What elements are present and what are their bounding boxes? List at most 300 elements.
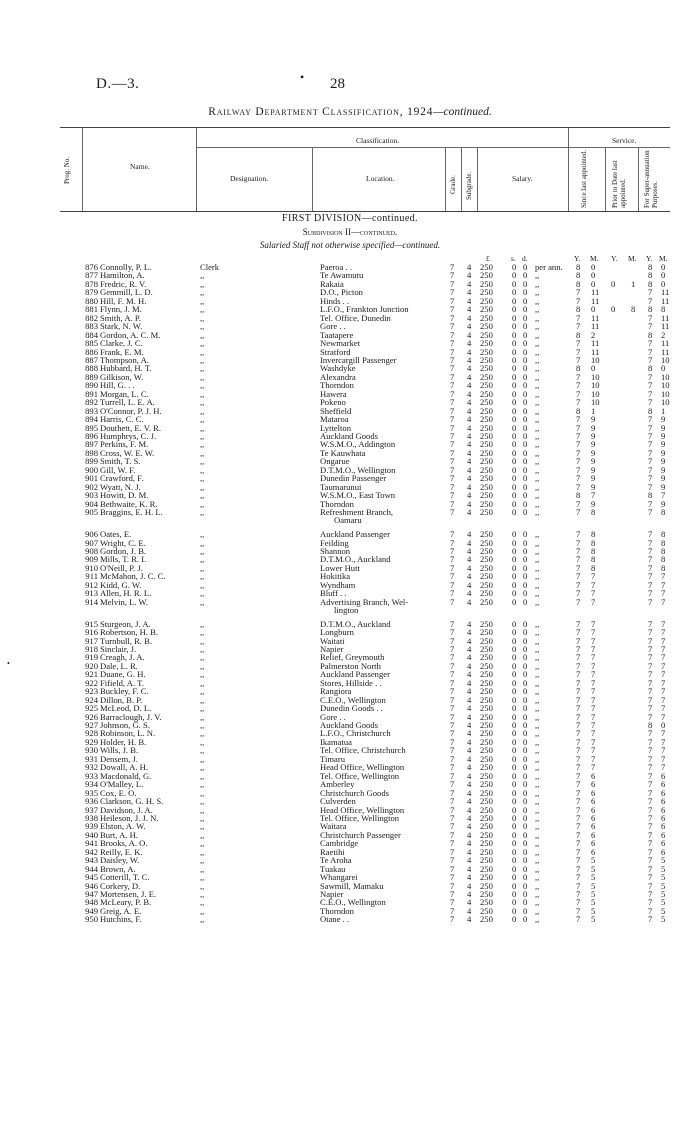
cell-sal: 250 [480, 880, 493, 891]
cell-per: ,, [535, 846, 540, 857]
cell-d: ,, [200, 481, 205, 492]
cell-m3: 7 [661, 753, 666, 764]
cell-y1: 8 [576, 490, 581, 501]
cell-g: 7 [450, 762, 455, 773]
document-reference: D.—3. [96, 76, 140, 92]
cell-sal: 250 [480, 537, 493, 548]
cell-per: ,, [535, 872, 540, 883]
cell-no: 898 [85, 447, 98, 458]
cell-p: 0 [523, 321, 528, 332]
cell-m3: 8 [661, 554, 666, 565]
cell-sal: 250 [480, 588, 493, 599]
cell-loc: Sawmill, Mamaku [320, 880, 384, 891]
cell-no: 937 [85, 804, 98, 815]
subdivision-heading [0, 227, 700, 237]
cell-m3: 11 [661, 295, 670, 306]
cell-g: 7 [450, 304, 455, 315]
cell-per: ,, [535, 388, 540, 399]
cell-loc: Wyndham [320, 579, 356, 590]
cell-g: 7 [450, 388, 455, 399]
cell-m3: 9 [661, 414, 666, 425]
cell-d: ,, [200, 464, 205, 475]
cell-m1: 6 [591, 804, 596, 815]
cell-per: ,, [535, 346, 540, 357]
cell-g: 7 [450, 660, 455, 671]
cell-p: 0 [523, 596, 528, 607]
cell-loc: Gore . . [320, 711, 346, 722]
cell-name: Gemmill, L. D. [100, 287, 153, 298]
cell-s: 4 [467, 745, 472, 756]
cell-name: Crawford, F. [100, 473, 144, 484]
cell-sh: 0 [512, 863, 517, 874]
cell-m3: 5 [661, 872, 666, 883]
cell-p: 0 [523, 270, 528, 281]
cell-per: ,, [535, 669, 540, 680]
cell-m3: 2 [661, 329, 666, 340]
cell-loc: L.F.O., Christchurch [320, 728, 391, 739]
cell-no: 908 [85, 545, 98, 556]
cell-s: 4 [467, 473, 472, 484]
cell-per: ,, [535, 554, 540, 565]
cell-sh: 0 [512, 703, 517, 714]
cell-d: ,, [200, 728, 205, 739]
cell-s: 4 [467, 562, 472, 573]
cell-no: 897 [85, 439, 98, 450]
cell-d: Clerk [200, 262, 220, 272]
cell-g: 7 [450, 562, 455, 573]
cell-g: 7 [450, 821, 455, 832]
cell-m3: 7 [661, 596, 666, 607]
cell-p: 0 [523, 728, 528, 739]
cell-y3: 7 [648, 397, 653, 408]
cell-m3: 11 [661, 312, 670, 323]
cell-m1: 5 [591, 872, 596, 883]
cell-s: 4 [467, 863, 472, 874]
cell-y1: 7 [576, 660, 581, 671]
cell-name: Morgan, L. C. [100, 388, 149, 399]
header-prior-to-date: Prior to Date last appointed. [611, 160, 627, 208]
cell-p: 0 [523, 346, 528, 357]
cell-y3: 7 [648, 627, 653, 637]
cell-per: ,, [535, 703, 540, 714]
cell-g: 7 [450, 481, 455, 492]
cell-no: 941 [85, 838, 98, 849]
cell-name: Kidd, G. W. [100, 579, 142, 590]
cell-name: Brown, A. [100, 863, 136, 874]
cell-m1: 8 [591, 507, 596, 517]
cell-g: 7 [450, 736, 455, 747]
cell-g: 7 [450, 618, 455, 629]
cell-sh: 0 [512, 262, 517, 272]
cell-y1: 7 [576, 346, 581, 357]
cell-p: 0 [523, 736, 528, 747]
cell-p: 0 [523, 287, 528, 298]
cell-s: 4 [467, 481, 472, 492]
cell-y1: 7 [576, 677, 581, 688]
cell-m1: 8 [591, 554, 596, 565]
cell-loc: Refreshment Branch, [320, 507, 394, 517]
cell-sal: 250 [480, 872, 493, 883]
cell-no: 877 [85, 270, 98, 281]
cell-no: 881 [85, 304, 98, 315]
cell-y3: 7 [648, 846, 653, 857]
cell-y1: 7 [576, 821, 581, 832]
cell-y1: 7 [576, 804, 581, 815]
cell-sh: 0 [512, 838, 517, 849]
cell-m3: 6 [661, 779, 666, 790]
cell-loc: Rangiora [320, 686, 352, 697]
cell-name: Gill, W. F. [100, 464, 136, 475]
cell-name: Turrell, L. E. A. [100, 397, 155, 408]
cell-m1: 0 [591, 262, 596, 272]
cell-loc: Sheffield [320, 405, 352, 416]
cell-g: 7 [450, 278, 455, 289]
cell-p: 0 [523, 562, 528, 573]
cell-name: Robertson, H. B. [100, 627, 159, 637]
cell-y1: 7 [576, 635, 581, 646]
cell-d: ,, [200, 371, 205, 382]
cell-no: 936 [85, 796, 98, 806]
cell-m1: 7 [591, 677, 596, 688]
cell-p: 0 [523, 889, 528, 899]
cell-y1: 7 [576, 812, 581, 823]
cell-y3: 7 [648, 863, 653, 874]
cell-d: ,, [200, 855, 205, 866]
cell-s: 4 [467, 686, 472, 697]
header-classification: Classification. [356, 136, 400, 145]
cell-loc: Napier [320, 643, 344, 654]
cell-y3: 7 [648, 736, 653, 747]
cell-y3: 7 [648, 380, 653, 391]
cell-name: Gordon, A. C. M. [100, 329, 161, 340]
cell-p: 0 [523, 312, 528, 323]
cell-per: ,, [535, 397, 540, 408]
cell-per: ,, [535, 588, 540, 599]
cell-p: 0 [523, 796, 528, 806]
cell-per: ,, [535, 278, 540, 289]
cell-sal: 250 [480, 846, 493, 857]
cell-s: 4 [467, 872, 472, 883]
cell-loc: Longburn [320, 627, 354, 637]
cell-name: Braggins, E. H. L. [100, 507, 163, 517]
cell-y3: 8 [648, 363, 653, 374]
cell-p: 0 [523, 405, 528, 416]
cell-g: 7 [450, 838, 455, 849]
cell-name: Mortensen, J. E. [100, 889, 157, 899]
cell-p: 0 [523, 762, 528, 773]
cell-loc: D.T.M.O., Auckland [320, 554, 391, 565]
cell-sh: 0 [512, 304, 517, 315]
cell-name: Brooks, A. O. [100, 838, 148, 849]
cell-y1: 7 [576, 422, 581, 433]
cell-sal: 250 [480, 652, 493, 663]
cell-sal: 250 [480, 897, 493, 908]
cell-p: 0 [523, 588, 528, 599]
cell-g: 7 [450, 498, 455, 509]
cell-sal: 250 [480, 490, 493, 501]
cell-s: 4 [467, 537, 472, 548]
cell-g: 7 [450, 779, 455, 790]
cell-g: 7 [450, 397, 455, 408]
cell-d: ,, [200, 787, 205, 798]
cell-per: ,, [535, 838, 540, 849]
cell-p: 0 [523, 481, 528, 492]
cell-m3: 8 [661, 529, 666, 539]
cell-sal: 250 [480, 507, 493, 517]
cell-per: ,, [535, 371, 540, 382]
cell-sh: 0 [512, 652, 517, 663]
cell-d: ,, [200, 473, 205, 484]
cell-per: ,, [535, 498, 540, 509]
cell-m3: 8 [661, 545, 666, 556]
cell-d: ,, [200, 762, 205, 773]
cell-name: Cotterill, T. C. [100, 872, 150, 883]
cell-sh: 0 [512, 447, 517, 458]
cell-y1: 7 [576, 414, 581, 425]
cell-per: per ann. [535, 262, 563, 272]
cell-sh: 0 [512, 618, 517, 629]
cell-d: ,, [200, 287, 205, 298]
cell-no: 928 [85, 728, 98, 739]
cell-sh: 0 [512, 812, 517, 823]
cell-name: Reilly, E. K. [100, 846, 143, 857]
cell-p: 0 [523, 545, 528, 556]
cell-sh: 0 [512, 270, 517, 281]
cell-m3: 8 [661, 562, 666, 573]
cell-loc: Te Awamutu [320, 270, 364, 281]
cell-sal: 250 [480, 439, 493, 450]
cell-sal: 250 [480, 720, 493, 730]
cell-no: 893 [85, 405, 98, 416]
cell-no: 920 [85, 660, 98, 671]
cell-loc: Waitati [320, 635, 345, 646]
cell-s: 4 [467, 321, 472, 332]
cell-d: ,, [200, 529, 205, 539]
cell-name: Barraclough, J. V. [100, 711, 162, 722]
cell-y3: 7 [648, 914, 653, 925]
cell-name: Duane, G. H. [100, 669, 146, 680]
cell-name: Gilkison, W. [100, 371, 144, 382]
cell-y1: 7 [576, 380, 581, 391]
cell-p: 0 [523, 498, 528, 509]
cell-y3: 7 [648, 905, 653, 916]
header-name: Name. [130, 162, 150, 171]
cell-d: ,, [200, 329, 205, 340]
cell-name: Hamilton, A. [100, 270, 145, 281]
cell-m1: 11 [591, 321, 600, 332]
cell-y1: 7 [576, 838, 581, 849]
cell-d: ,, [200, 838, 205, 849]
column-header [60, 127, 670, 212]
cell-p: 0 [523, 537, 528, 548]
cell-m1: 7 [591, 686, 596, 697]
cell-m3: 9 [661, 464, 666, 475]
cell-per: ,, [535, 745, 540, 756]
cell-g: 7 [450, 464, 455, 475]
cell-loc: Te Aroha [320, 855, 352, 866]
cell-sh: 0 [512, 855, 517, 866]
cell-p: 0 [523, 694, 528, 705]
cell-sh: 0 [512, 456, 517, 467]
cell-sh: 0 [512, 287, 517, 298]
cell-s: 4 [467, 905, 472, 916]
cell-p: 0 [523, 905, 528, 916]
cell-per: ,, [535, 312, 540, 323]
cell-no: 912 [85, 579, 98, 590]
cell-m3: 9 [661, 481, 666, 492]
cell-sh: 0 [512, 804, 517, 815]
cell-y1: 7 [576, 728, 581, 739]
cell-p: 0 [523, 490, 528, 501]
cell-m1: 6 [591, 770, 596, 781]
cell-no: 913 [85, 588, 98, 599]
cell-s: 4 [467, 270, 472, 281]
cell-d: ,, [200, 779, 205, 790]
cell-loc: W.S.M.O., Addington [320, 439, 396, 450]
cell-m1: 9 [591, 422, 596, 433]
division-heading: FIRST DIVISION—continued. [282, 213, 418, 224]
cell-d: ,, [200, 669, 205, 680]
cell-loc: Gore . . [320, 321, 346, 332]
cell-y3: 7 [648, 829, 653, 840]
cell-no: 919 [85, 652, 98, 663]
cell-m3: 11 [661, 321, 670, 332]
cell-g: 7 [450, 720, 455, 730]
cell-m1: 6 [591, 846, 596, 857]
cell-y1: 7 [576, 753, 581, 764]
cell-loc: Auckland Goods [320, 431, 378, 441]
cell-y3: 7 [648, 787, 653, 798]
cell-g: 7 [450, 914, 455, 925]
cell-y3: 7 [648, 346, 653, 357]
cell-name: Dillon, B. P. [100, 694, 143, 705]
cell-y3: 7 [648, 745, 653, 756]
cell-name: Wyatt, N. J. [100, 481, 141, 492]
cell-d: ,, [200, 905, 205, 916]
cell-m3: 8 [661, 304, 666, 315]
cell-m1: 1 [591, 405, 596, 416]
cell-sh: 0 [512, 635, 517, 646]
cell-m1: 5 [591, 863, 596, 874]
cell-m3: 7 [661, 643, 666, 654]
cell-m1: 8 [591, 545, 596, 556]
cell-y1: 7 [576, 829, 581, 840]
cell-g: 7 [450, 270, 455, 281]
cell-m1: 7 [591, 652, 596, 663]
cell-y1: 7 [576, 703, 581, 714]
cell-loc: Stratford [320, 346, 351, 357]
cell-name: Densem, J. [100, 753, 138, 764]
cell-m3: 6 [661, 846, 666, 857]
cell-sh: 0 [512, 464, 517, 475]
cell-p: 0 [523, 529, 528, 539]
cell-m1: 7 [591, 669, 596, 680]
cell-g: 7 [450, 588, 455, 599]
cell-per: ,, [535, 829, 540, 840]
cell-m1: 11 [591, 287, 600, 298]
cell-loc: Head Office, Wellington [320, 762, 405, 773]
cell-y1: 7 [576, 321, 581, 332]
cell-s: 4 [467, 736, 472, 747]
cell-s: 4 [467, 414, 472, 425]
cell-sh: 0 [512, 677, 517, 688]
cell-y1: 7 [576, 618, 581, 629]
cell-y3: 7 [648, 537, 653, 548]
cell-m1: 9 [591, 447, 596, 458]
cell-sh: 0 [512, 579, 517, 590]
cell-y1: 8 [576, 262, 581, 272]
cell-s: 4 [467, 422, 472, 433]
cell-y1: 8 [576, 278, 581, 289]
cell-y3: 7 [648, 897, 653, 908]
cell-per: ,, [535, 338, 540, 349]
cell-per: ,, [535, 863, 540, 874]
cell-g: 7 [450, 787, 455, 798]
cell-sal: 250 [480, 380, 493, 391]
cell-m1: 6 [591, 787, 596, 798]
cell-per: ,, [535, 677, 540, 688]
cell-sal: 250 [480, 804, 493, 815]
cell-per: ,, [535, 571, 540, 582]
cell-sal: 250 [480, 363, 493, 374]
cell-y3: 7 [648, 579, 653, 590]
cell-y3: 7 [648, 812, 653, 823]
cell-m3: 9 [661, 498, 666, 509]
cell-d: ,, [200, 571, 205, 582]
cell-s: 4 [467, 720, 472, 730]
cell-loc: Dunedin Goods . . [320, 703, 383, 714]
cell-sal: 250 [480, 498, 493, 509]
cell-sh: 0 [512, 545, 517, 556]
cell-y3: 7 [648, 838, 653, 849]
cell-sh: 0 [512, 481, 517, 492]
cell-m3: 9 [661, 447, 666, 458]
cell-m1: 9 [591, 439, 596, 450]
cell-d: ,, [200, 363, 205, 374]
cell-p: 0 [523, 355, 528, 365]
cell-sal: 250 [480, 456, 493, 467]
cell-y3: 7 [648, 694, 653, 705]
cell-d: ,, [200, 660, 205, 671]
cell-name: Stark, N. W. [100, 321, 143, 332]
cell-s: 4 [467, 346, 472, 357]
cell-p: 0 [523, 804, 528, 815]
cell-y2: 0 [611, 278, 616, 289]
cell-sal: 250 [480, 278, 493, 289]
cell-sh: 0 [512, 821, 517, 832]
cell-g: 7 [450, 686, 455, 697]
cell-loc: Head Office, Wellington [320, 804, 405, 815]
cell-sh: 0 [512, 537, 517, 548]
cell-p: 0 [523, 669, 528, 680]
cell-y3: 7 [648, 821, 653, 832]
cell-m1: 7 [591, 627, 596, 637]
cell-name: Robinson, L. N. [100, 728, 156, 739]
cell-p: 0 [523, 507, 528, 517]
cell-name: Greig, A. E. [100, 905, 142, 916]
cell-g: 7 [450, 490, 455, 501]
cell-d: ,, [200, 686, 205, 697]
cell-y1: 7 [576, 562, 581, 573]
cell-per: ,, [535, 897, 540, 908]
cell-y3: 7 [648, 464, 653, 475]
cell-d: ,, [200, 588, 205, 599]
cell-sal: 250 [480, 905, 493, 916]
cell-y1: 7 [576, 627, 581, 637]
cell-per: ,, [535, 855, 540, 866]
cell-no: 947 [85, 889, 98, 899]
cell-loc: Auckland Passenger [320, 669, 390, 680]
